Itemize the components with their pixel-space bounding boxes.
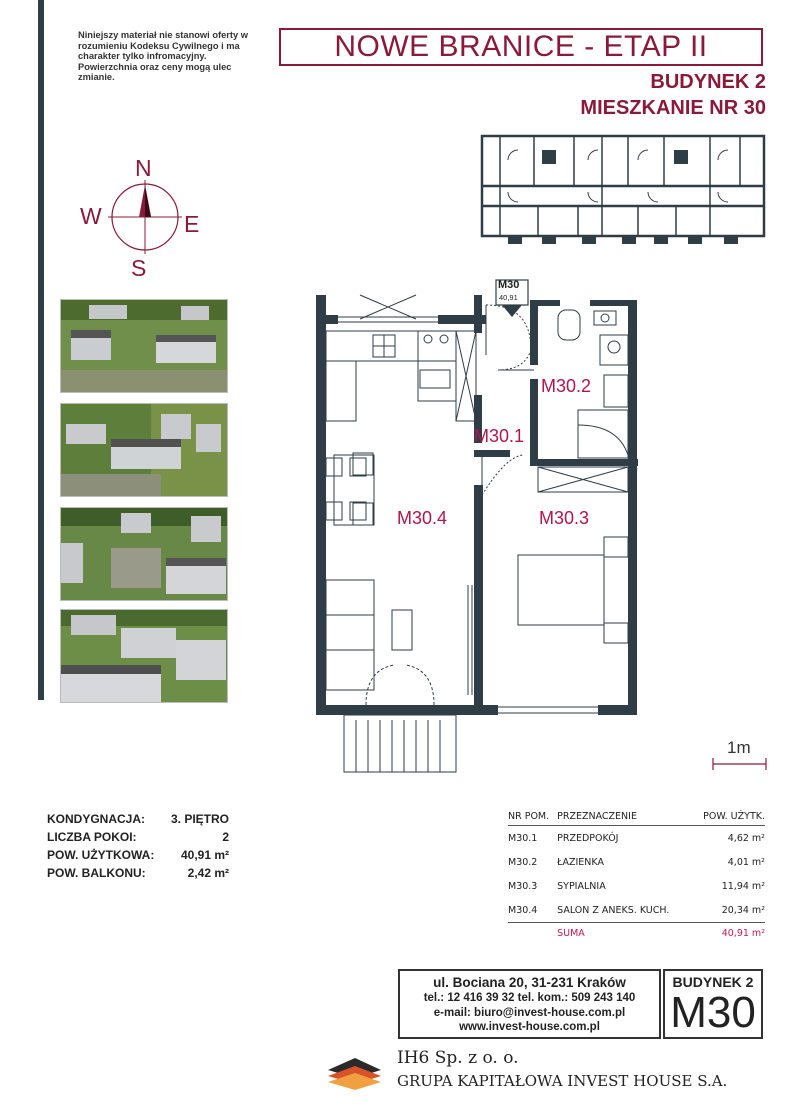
compass-rose [75, 155, 205, 280]
aerial-render-2 [60, 403, 228, 497]
scale-bar [710, 756, 770, 772]
contact-email[interactable]: e-mail: biuro@invest-house.com.pl [433, 1006, 626, 1019]
header-area: POW. UŻYTK. [691, 811, 765, 826]
room-purpose: ŁAZIENKA [557, 856, 604, 868]
table-row [508, 826, 765, 851]
contact-website[interactable]: www.invest-house.com.pl [459, 1021, 600, 1033]
sum-value: 40,91 m² [691, 923, 765, 944]
project-title: NOWE BRANICE - ETAP II [279, 28, 763, 66]
usable-area-value: 40,91 m² [180, 848, 229, 862]
company-logo-icon [323, 1052, 385, 1092]
room-label-m30-1: M30.1 [474, 426, 525, 446]
balcony-area-label: POW. BALKONU: [47, 866, 146, 880]
aerial-render-1 [60, 299, 228, 393]
rooms-count-label: LICZBA POKOI: [47, 830, 137, 844]
usable-area-label: POW. UŻYTKOWA: [47, 848, 155, 862]
building-key-plan [478, 130, 768, 248]
room-purpose: SYPIALNIA [557, 880, 606, 892]
floor-label: KONDYGNACJA: [47, 812, 146, 826]
disclaimer-text: Niniejszy materiał nie stanowi oferty w rozumieniu Kodeksu Cywilnego i ma charakter tylko infromacyjny. Powierzchnia oraz ceny mogą ulec zmianie. [78, 30, 248, 82]
room-area: 4,62 m² [727, 832, 765, 844]
unit-badge-box [663, 969, 763, 1039]
room-area-table [508, 811, 765, 943]
room-no: M30.4 [508, 904, 538, 916]
building-title: BUDYNEK 2 [650, 71, 766, 93]
table-header-row [508, 811, 765, 826]
compass-west: W [80, 203, 102, 229]
room-no: M30.2 [508, 856, 538, 868]
room-purpose: SALON Z ANEKS. KUCH. [557, 904, 670, 916]
badge-unit: M30 [670, 988, 756, 1037]
left-accent-bar [38, 0, 44, 700]
table-row [508, 874, 765, 898]
contact-phones: tel.: 12 416 39 32 tel. kom.: 509 243 140 [423, 992, 636, 1004]
scale-label: 1m [727, 738, 751, 757]
rooms-count-value: 2 [222, 830, 229, 844]
table-row [508, 850, 765, 874]
unit-badge-label: M30 [498, 279, 520, 291]
sum-label: SUMA [557, 923, 691, 944]
aerial-render-3 [60, 507, 228, 601]
header-purpose: PRZEZNACZENIE [557, 811, 691, 826]
header-room-no: NR POM. [508, 811, 557, 826]
compass-north: N [135, 155, 152, 181]
apartment-title: MIESZKANIE NR 30 [580, 97, 766, 119]
unit-badge-area: 40,91 [499, 293, 518, 302]
room-area: 11,94 m² [721, 880, 765, 892]
compass-east: E [184, 211, 200, 237]
apartment-info [47, 812, 229, 886]
table-row [508, 898, 765, 923]
room-area: 20,34 m² [721, 904, 765, 916]
contact-box [398, 969, 661, 1039]
room-label-m30-2: M30.2 [541, 376, 592, 396]
room-label-m30-3: M30.3 [539, 508, 590, 528]
room-no: M30.3 [508, 880, 538, 892]
room-label-m30-4: M30.4 [397, 508, 448, 528]
floor-value: 3. PIĘTRO [170, 812, 229, 826]
contact-address: ul. Bociana 20, 31-231 Kraków [433, 975, 626, 990]
aerial-render-4 [60, 609, 228, 703]
company-group: GRUPA KAPITAŁOWA INVEST HOUSE S.A. [397, 1072, 728, 1090]
company-name: IH6 Sp. z o. o. [397, 1048, 519, 1068]
balcony-area-value: 2,42 m² [187, 866, 229, 880]
table-sum-row [508, 923, 765, 944]
room-purpose: PRZEDPOKÓJ [557, 832, 619, 844]
room-area: 4,01 m² [727, 856, 765, 868]
badge-building: BUDYNEK 2 [672, 974, 754, 990]
room-no: M30.1 [508, 832, 538, 844]
compass-south: S [131, 255, 147, 281]
